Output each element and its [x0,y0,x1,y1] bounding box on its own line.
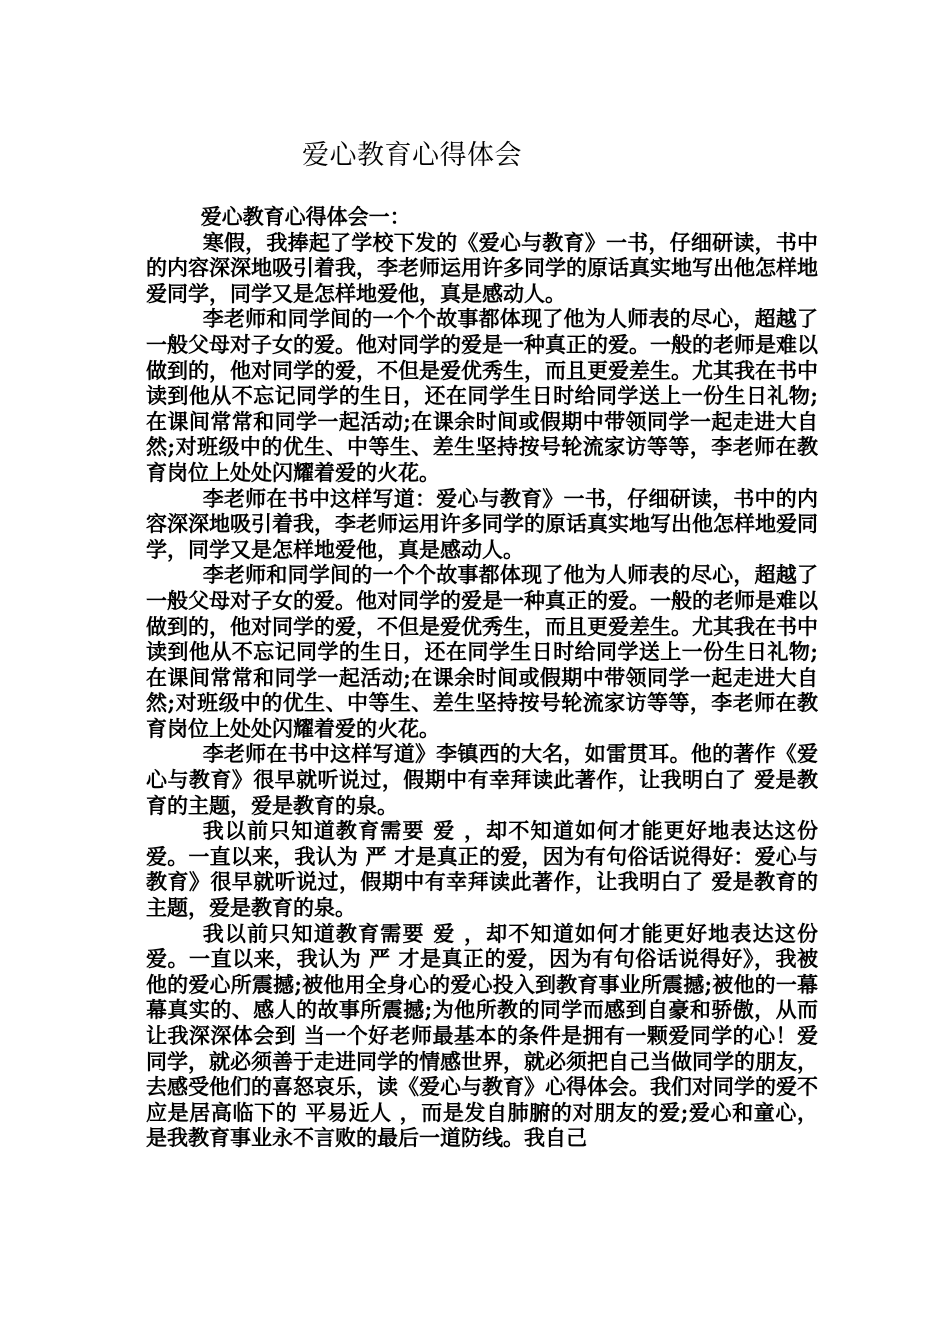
paragraph: 寒假，我捧起了学校下发的《爱心与教育》一书，仔细研读，书中的内容深深地吸引着我，李老师运用许多同学的原话真实地写出他怎样地爱同学，同学又是怎样地爱他，真是感动人。 [146,229,818,306]
paragraph: 李老师和同学间的一个个故事都体现了他为人师表的尽心，超越了一般父母对子女的爱。他对同学的爱是一种真正的爱。一般的老师是难以做到的，他对同学的爱，不但是爱优秀生，而且更爱差生。尤其我在书中读到他从不忘记同学的生日，还在同学生日时给同学送上一份生日礼物;在课间常常和同学一起活动;在课余时间或假期中带领同学一起走进大自然;对班级中的优生、中等生、差生坚持按号轮流家访等等，李老师在教育岗位上处处闪耀着爱的火花。 [146,562,818,741]
document-body [146,204,818,1151]
document-title: 爱心教育心得体会 [302,140,522,171]
paragraph: 李老师在书中这样写道：爱心与教育》一书，仔细研读，书中的内容深深地吸引着我，李老师运用许多同学的原话真实地写出他怎样地爱同学，同学又是怎样地爱他，真是感动人。 [146,485,818,562]
paragraph: 李老师和同学间的一个个故事都体现了他为人师表的尽心，超越了一般父母对子女的爱。他对同学的爱是一种真正的爱。一般的老师是难以做到的，他对同学的爱，不但是爱优秀生，而且更爱差生。尤其我在书中读到他从不忘记同学的生日，还在同学生日时给同学送上一份生日礼物;在课间常常和同学一起活动;在课余时间或假期中带领同学一起走进大自然;对班级中的优生、中等生、差生坚持按号轮流家访等等，李老师在教育岗位上处处闪耀着爱的火花。 [146,306,818,485]
paragraph: 李老师在书中这样写道》李镇西的大名，如雷贯耳。他的著作《爱心与教育》很早就听说过，假期中有幸拜读此著作，让我明白了 爱是教育的主题，爱是教育的泉。 [146,741,818,818]
section-heading: 爱心教育心得体会一： [200,204,411,229]
paragraph: 我以前只知道教育需要 爱 ，却不知道如何才能更好地表达这份爱。一直以来，我认为 严 才是真正的爱，因为有句俗话说得好》，我被他的爱心所震撼;被他用全身心的爱心投入到教育事业所震撼;被他的一幕幕真实的、感人的故事所震撼;为他所教的同学而感到自豪和骄傲，从而让我深深体会到 当一个好老师最基本的条件是拥有一颗爱同学的心！爱同学，就必须善于走进同学的情感世界，就必须把自己当做同学的朋友，去感受他们的喜怒哀乐，读《爱心与教育》心得体会。我们对同学的爱不应是居高临下的 平易近人 ，而是发自肺腑的对朋友的爱;爱心和童心，是我教育事业永不言败的最后一道防线。我自己 [146,920,818,1151]
paragraph: 我以前只知道教育需要 爱 ，却不知道如何才能更好地表达这份爱。一直以来，我认为 严 才是真正的爱，因为有句俗话说得好：爱心与教育》很早就听说过，假期中有幸拜读此著作，让我明白了 爱是教育的主题，爱是教育的泉。 [146,818,818,921]
